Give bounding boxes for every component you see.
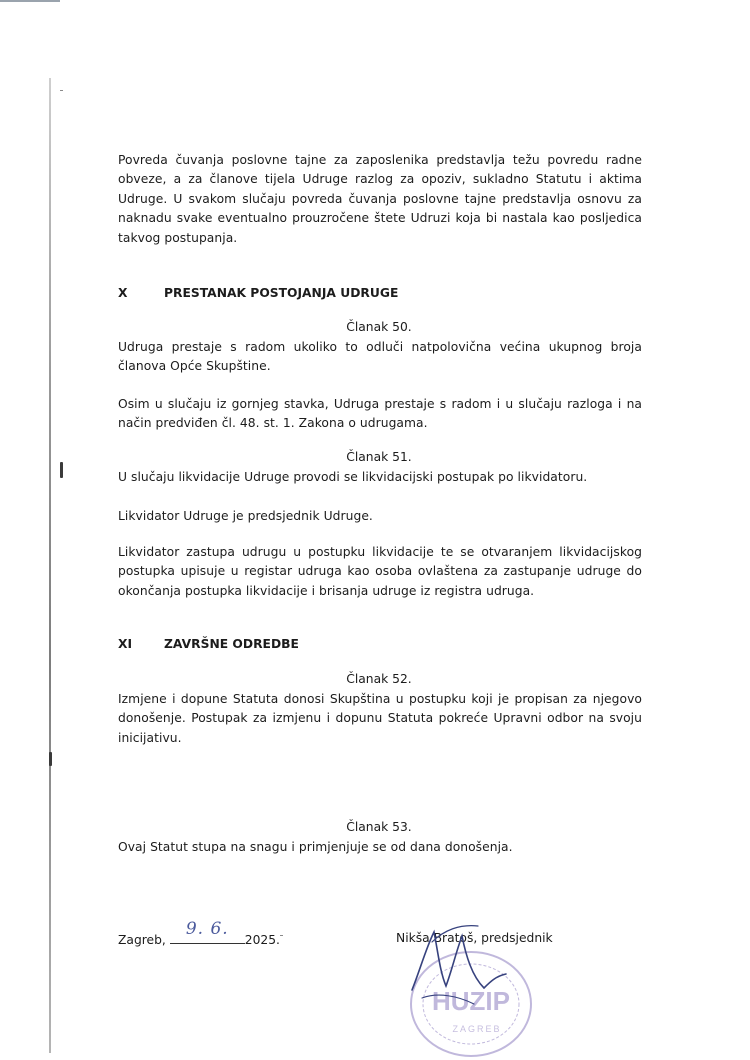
article-heading-53: Članak 53. — [346, 820, 412, 834]
section-title: ZAVRŠNE ODREDBE — [164, 637, 299, 651]
date-blank-line — [170, 919, 245, 944]
signatory-line: Nikša Bratoš, predsjednik — [396, 931, 553, 945]
article-heading-52: Članak 52. — [346, 672, 412, 686]
article-52-paragraph-1: Izmjene i dopune Statuta donosi Skupština u postupku koji je propisan za njegovo donošenje. Postupak za izmjenu i dopunu Statuta pokreće Upravni odbor na svoju inicijativu. — [118, 692, 642, 745]
article-51-paragraph-1: U slučaju likvidacije Udruge provodi se likvidacijski postupak po likvidatoru. — [118, 470, 588, 484]
scan-edge — [49, 78, 51, 1053]
section-number: XI — [118, 637, 133, 651]
scan-speck — [280, 935, 283, 936]
top-rule — [0, 0, 60, 2]
scan-speck — [60, 90, 63, 91]
date-year: 2025. — [244, 933, 280, 947]
article-heading-51: Članak 51. — [346, 450, 412, 464]
handwritten-date: 9. 6. — [185, 919, 229, 939]
section-heading-x — [118, 284, 398, 303]
article-50-paragraph-2: Osim u slučaju iz gornjeg stavka, Udruga prestaje s radom i u slučaju razloga i na način predviđen čl. 48. st. 1. Zakona o udrugama. — [118, 397, 642, 431]
scan-mark — [49, 752, 52, 766]
section-heading-xi — [118, 635, 299, 654]
article-50-paragraph-1: Udruga prestaje s radom ukoliko to odluči natpolovična većina ukupnog broja članova Opće Skupštine. — [118, 340, 642, 374]
place-label: Zagreb, — [118, 933, 166, 947]
article-51-paragraph-3: Likvidator zastupa udrugu u postupku likvidacije te se otvaranjem likvidacijskog postupka upisuje u registar udruga kao osoba ovlaštena za zastupanje udruge do okončanja postupka likvidacije i brisanja udruge iz registra udruga. — [118, 545, 642, 598]
handwritten-signature — [398, 912, 518, 1012]
paragraph-trade-secret: Povreda čuvanja poslovne tajne za zaposlenika predstavlja težu povredu radne obveze, a za članove tijela Udruge razlog za opoziv, sukladno Statutu i aktima Udruge. U svakom slučaju povreda čuvanja poslovne tajne predstavlja osnovu za naknadu svake eventualno prouzročene štete Udruzi koja bi nastala kao posljedica takvog postupanja. — [118, 153, 642, 245]
svg-text:HUZIP: HUZIP — [432, 986, 510, 1016]
section-title: PRESTANAK POSTOJANJA UDRUGE — [164, 286, 399, 300]
svg-text:ZAGREB: ZAGREB — [452, 1024, 502, 1034]
article-heading-50: Članak 50. — [346, 320, 412, 334]
article-51-paragraph-2: Likvidator Udruge je predsjednik Udruge. — [118, 509, 373, 523]
section-number: X — [118, 286, 128, 300]
article-53-paragraph-1: Ovaj Statut stupa na snagu i primjenjuje se od dana donošenja. — [118, 840, 513, 854]
place-and-date — [118, 919, 280, 950]
